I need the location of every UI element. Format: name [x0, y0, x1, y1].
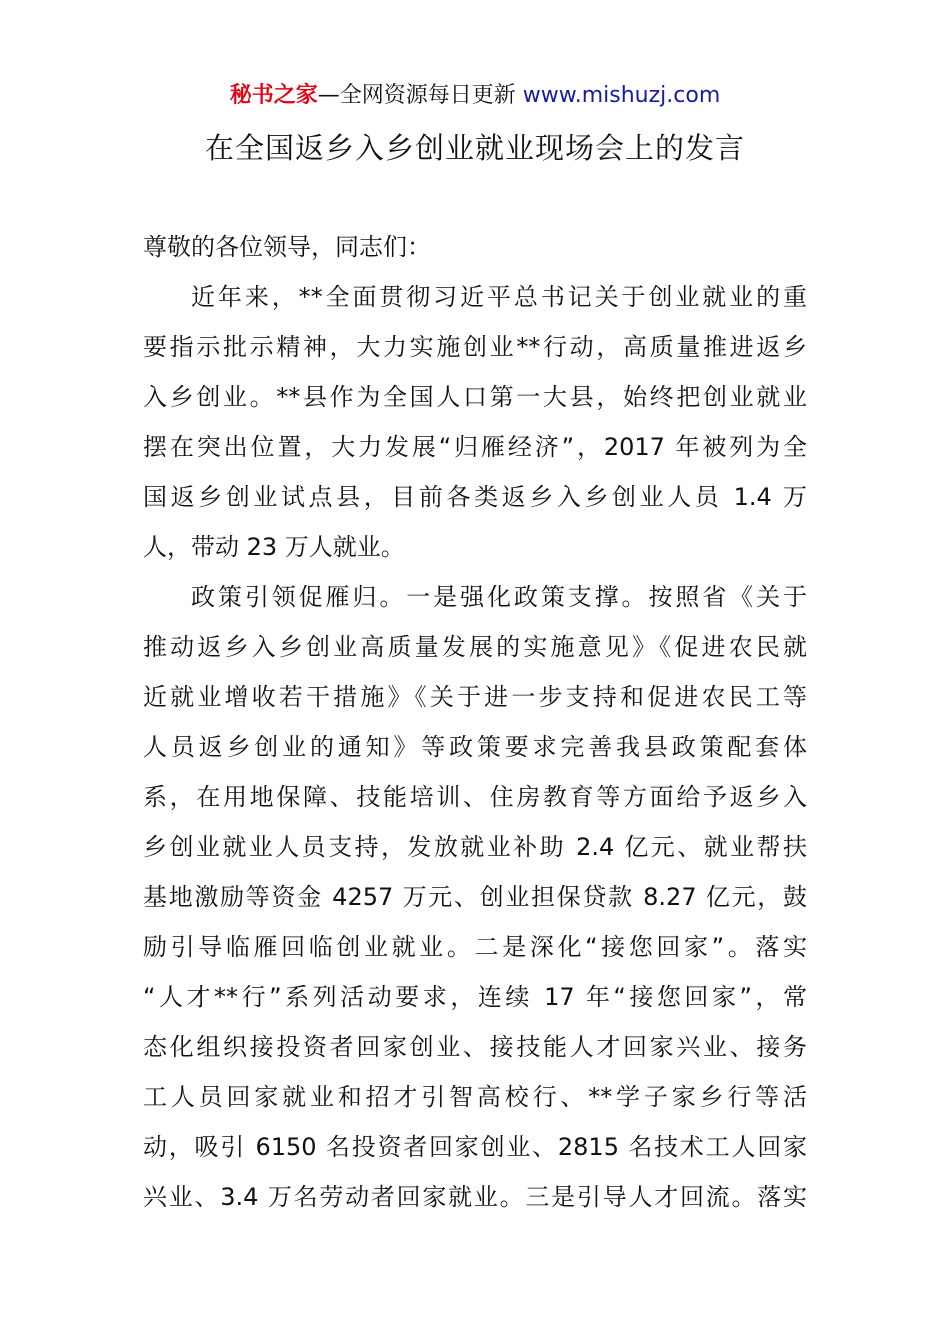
- paragraph-line: 态化组织接投资者回家创业、接技能人才回家兴业、接务: [143, 1033, 807, 1061]
- site-brand: 秘书之家: [229, 83, 318, 108]
- paragraph-line: “人才**行”系列活动要求，连续 17 年“接您回家”，常: [143, 983, 807, 1011]
- paragraph-line: 国返乡创业试点县，目前各类返乡入乡创业人员 1.4 万: [143, 483, 807, 511]
- paragraph-line: 乡创业就业人员支持，发放就业补助 2.4 亿元、就业帮扶: [143, 833, 807, 861]
- paragraph-line: 动，吸引 6150 名投资者回家创业、2815 名技术工人回家: [143, 1133, 807, 1161]
- paragraph-line: 兴业、3.4 万名劳动者回家就业。三是引导人才回流。落实: [143, 1183, 807, 1211]
- site-header: [0, 80, 950, 112]
- document-title: 在全国返乡入乡创业就业现场会上的发言: [204, 131, 745, 165]
- paragraph-line: 推动返乡入乡创业高质量发展的实施意见》《促进农民就: [143, 633, 807, 661]
- paragraph-line: 要指示批示精神，大力实施创业**行动，高质量推进返乡: [143, 333, 807, 361]
- paragraph-line: 系，在用地保障、技能培训、住房教育等方面给予返乡入: [143, 783, 807, 811]
- salutation-line: 尊敬的各位领导，同志们：: [143, 233, 431, 261]
- paragraph-line: 政策引领促雁归。一是强化政策支撑。按照省《关于: [191, 583, 807, 611]
- site-tagline: —全网资源每日更新: [317, 83, 516, 108]
- document-body: [143, 222, 807, 1222]
- paragraph-line: 人员返乡创业的通知》等政策要求完善我县政策配套体: [143, 733, 807, 761]
- site-url-link[interactable]: www.mishuzj.com: [522, 83, 721, 108]
- paragraph-line: 工人员回家就业和招才引智高校行、**学子家乡行等活: [143, 1083, 807, 1111]
- paragraph-line: 人，带动 23 万人就业。: [143, 533, 405, 561]
- paragraph-line: 励引导临雁回临创业就业。二是深化“接您回家”。落实: [143, 933, 807, 961]
- paragraph-line: 近年来，**全面贯彻习近平总书记关于创业就业的重: [191, 283, 807, 311]
- paragraph-line: 基地激励等资金 4257 万元、创业担保贷款 8.27 亿元，鼓: [143, 883, 807, 911]
- paragraph-line: 入乡创业。**县作为全国人口第一大县，始终把创业就业: [143, 383, 807, 411]
- paragraph-line: 摆在突出位置，大力发展“归雁经济”，2017 年被列为全: [143, 433, 807, 461]
- paragraph-line: 近就业增收若干措施》《关于进一步支持和促进农民工等: [143, 683, 807, 711]
